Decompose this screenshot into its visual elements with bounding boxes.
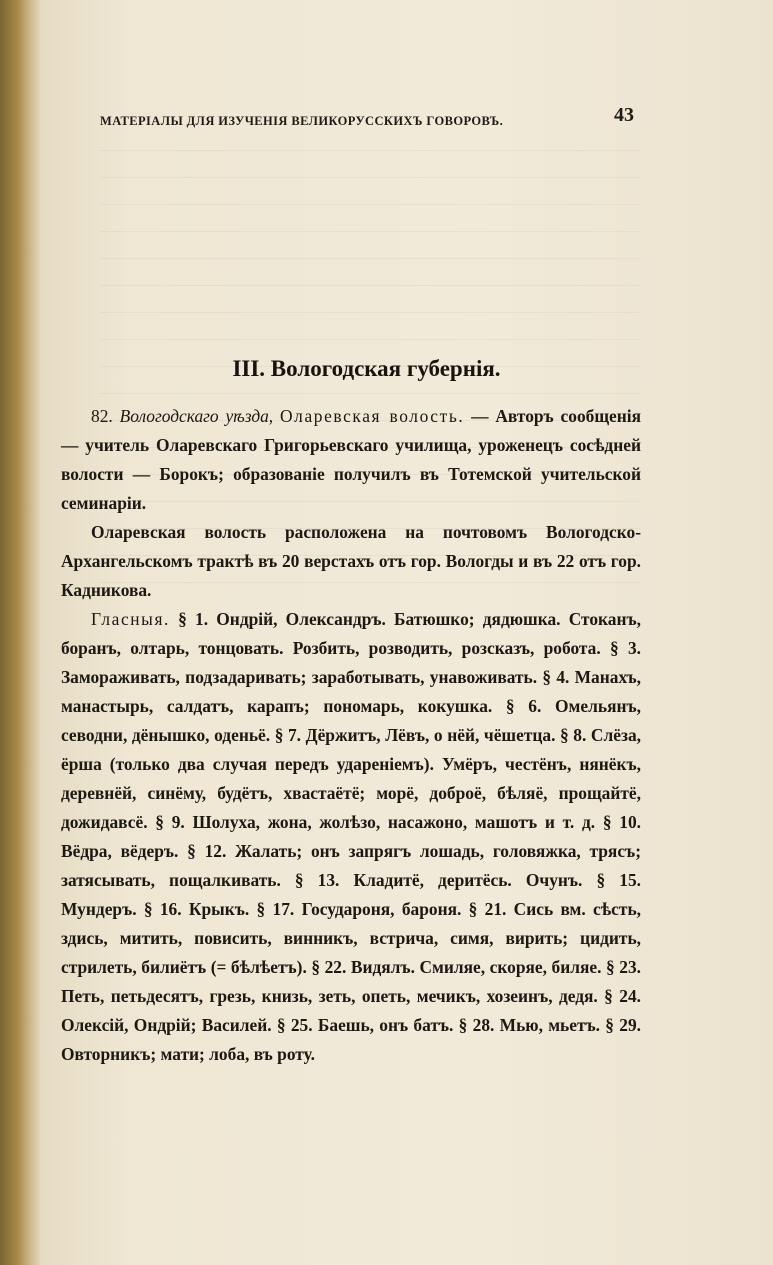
body-text	[61, 402, 641, 1069]
volost-name: Оларевская волость.	[280, 406, 465, 426]
vowels-heading: Гласныя.	[91, 609, 170, 629]
paragraph-intro	[61, 402, 641, 518]
paragraph-location	[61, 518, 641, 605]
vowels-text: § 1. Ондрій, Олександръ. Батюшко; дядюшка. Стоканъ, боранъ, олтарь, тонцовать. Розбить, розводить, розсказъ, робота. § 3. Замораживать, подзадаривать; заработывать, унавоживать. § 4. Манахъ, манастырь, салдатъ, карапъ; пономарь, кокушка. § 6. Омельянъ, севодни, дёнышко, оденьё. § 7. Дёржитъ, Лёвъ, о нёй, чёшетца. § 8. Слёза, ёрша (только два случая передъ удареніемъ). Умёръ, честёнъ, нянёкъ, деревнёй, синёму, будётъ, хвастаётё; морё, доброё, бѣляё, прощайтё, дожидавсё. § 9. Шолуха, жона, жолѣзо, насажоно, машотъ и т. д. § 10. Вёдра, вёдеръ. § 12. Жалать; онъ запрягъ лошадь, головяжка, трясъ; затясывать, пощалкивать. § 13. Кладитё, деритёсь. Очунъ. § 15. Мундеръ. § 16. Крыкъ. § 17. Государоня, бароня. § 21. Сись вм. сѣсть, здись, митить, повисить, винникъ, встрича, симя, вирить; цидить, стрилеть, билиётъ (= бѣлѣетъ). § 22. Видялъ. Смиляе, скоряе, биляе. § 23. Петь, петьдесятъ, грезь, книзь, зеть, опеть, мечикъ, хозеинъ, дедя. § 24. Олексій, Ондрій; Василей. § 25. Баешь, онъ батъ. § 28. Мью, мьетъ. § 29. Овторникъ; мати; лоба, въ роту.	[61, 609, 641, 1064]
district-name: Вологодскаго уѣзда,	[119, 406, 274, 426]
section-title: III. Вологодская губернія.	[232, 356, 501, 381]
location-text: Оларевская волость расположена на почтовомъ Вологодско-Архангельскомъ трактѣ въ 20 верстахъ отъ гор. Вологды и въ 22 отъ гор. Кадникова.	[61, 522, 641, 600]
intro-text: — Авторъ сообщенія — учитель Оларевскаго Григорьевскаго училища, уроженецъ сосѣдней волости — Борокъ; образованіе получилъ въ Тотемской учительской семинаріи.	[61, 406, 641, 513]
book-spine-shadow	[0, 0, 40, 1265]
running-title: МАТЕРІАЛЫ ДЛЯ ИЗУЧЕНІЯ ВЕЛИКОРУССКИХЪ ГОВОРОВЪ.	[100, 114, 504, 128]
page-number: 43	[614, 104, 634, 126]
paragraph-vowels	[61, 605, 641, 1069]
entry-number: 82.	[91, 406, 113, 426]
page-header	[100, 104, 634, 134]
